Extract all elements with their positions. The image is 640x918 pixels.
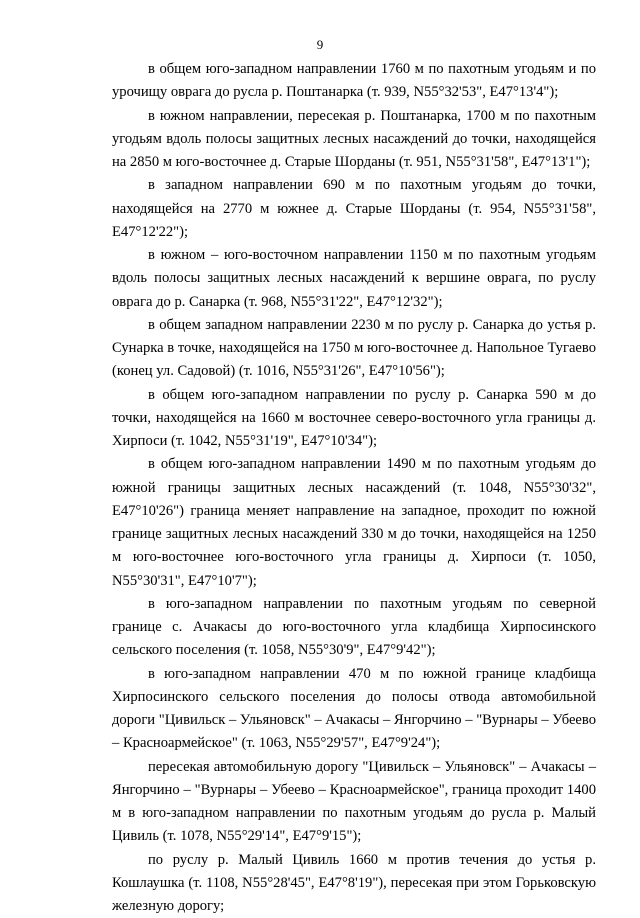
paragraph-7: в общем юго-западном направлении 1490 м по пахотным угодьям до южной границы защитных лесных насаждений (т. 1048, N55°30'32", E47°10'26") граница меняет направление на западное, проходит по южной границе защитных лесных насаждений 330 м до точки, находящейся на 1250 м юго-восточнее юго-восточного угла границы д. Хирпоси (т. 1050, N55°30'31", E47°10'7"); [112,453,596,593]
paragraph-10: пересекая автомобильную дорогу "Цивильск – Ульяновск" – Ачакасы – Янгорчино – "Вурнары – Убеево – Красноармейское", граница проходит 1400 м в юго-западном направлении по пахотным угодьям до русла р. Малый Цивиль (т. 1078, N55°29'14", E47°9'15"); [112,756,596,849]
paragraph-6: в общем юго-западном направлении по руслу р. Санарка 590 м до точки, находящейся на 1660 м восточнее северо-восточного угла границы д. Хирпоси (т. 1042, N55°31'19", E47°10'34"); [112,384,596,454]
paragraph-5: в общем западном направлении 2230 м по руслу р. Санарка до устья р. Сунарка в точке, находящейся на 1750 м юго-восточнее д. Напольное Тугаево (конец ул. Садовой) (т. 1016, N55°31'26", E47°10'56"); [112,314,596,384]
paragraph-4: в южном – юго-восточном направлении 1150 м по пахотным угодьям вдоль полосы защитных лесных насаждений к вершине оврага, по руслу оврага до р. Санарка (т. 968, N55°31'22", E47°12'32"); [112,244,596,314]
paragraph-9: в юго-западном направлении 470 м по южной границе кладбища Хирпосинского сельского поселения до полосы отвода автомобильной дороги "Цивильск – Ульяновск" – Ачакасы – Янгорчино – "Вурнары – Убеево – Красноармейское" (т. 1063, N55°29'57", E47°9'24"); [112,663,596,756]
page-number: 9 [0,37,640,53]
paragraph-2: в южном направлении, пересекая р. Поштанарка, 1700 м по пахотным угодьям вдоль полосы защитных лесных насаждений до точки, находящейся на 2850 м юго-восточнее д. Старые Шорданы (т. 951, N55°31'58", E47°13'1"); [112,105,596,175]
paragraph-3: в западном направлении 690 м по пахотным угодьям до точки, находящейся на 2770 м южнее д. Старые Шорданы (т. 954, N55°31'58", E47°12'22"); [112,174,596,244]
document-body [112,58,596,918]
paragraph-11: по руслу р. Малый Цивиль 1660 м против течения до устья р. Кошлаушка (т. 1108, N55°28'45", E47°8'19"), пересекая при этом Горьковскую железную дорогу; [112,849,596,918]
paragraph-8: в юго-западном направлении по пахотным угодьям по северной границе с. Ачакасы до юго-восточного угла кладбища Хирпосинского сельского поселения (т. 1058, N55°30'9", E47°9'42"); [112,593,596,663]
paragraph-1: в общем юго-западном направлении 1760 м по пахотным угодьям и по урочищу оврага до русла р. Поштанарка (т. 939, N55°32'53", E47°13'4"); [112,58,596,105]
